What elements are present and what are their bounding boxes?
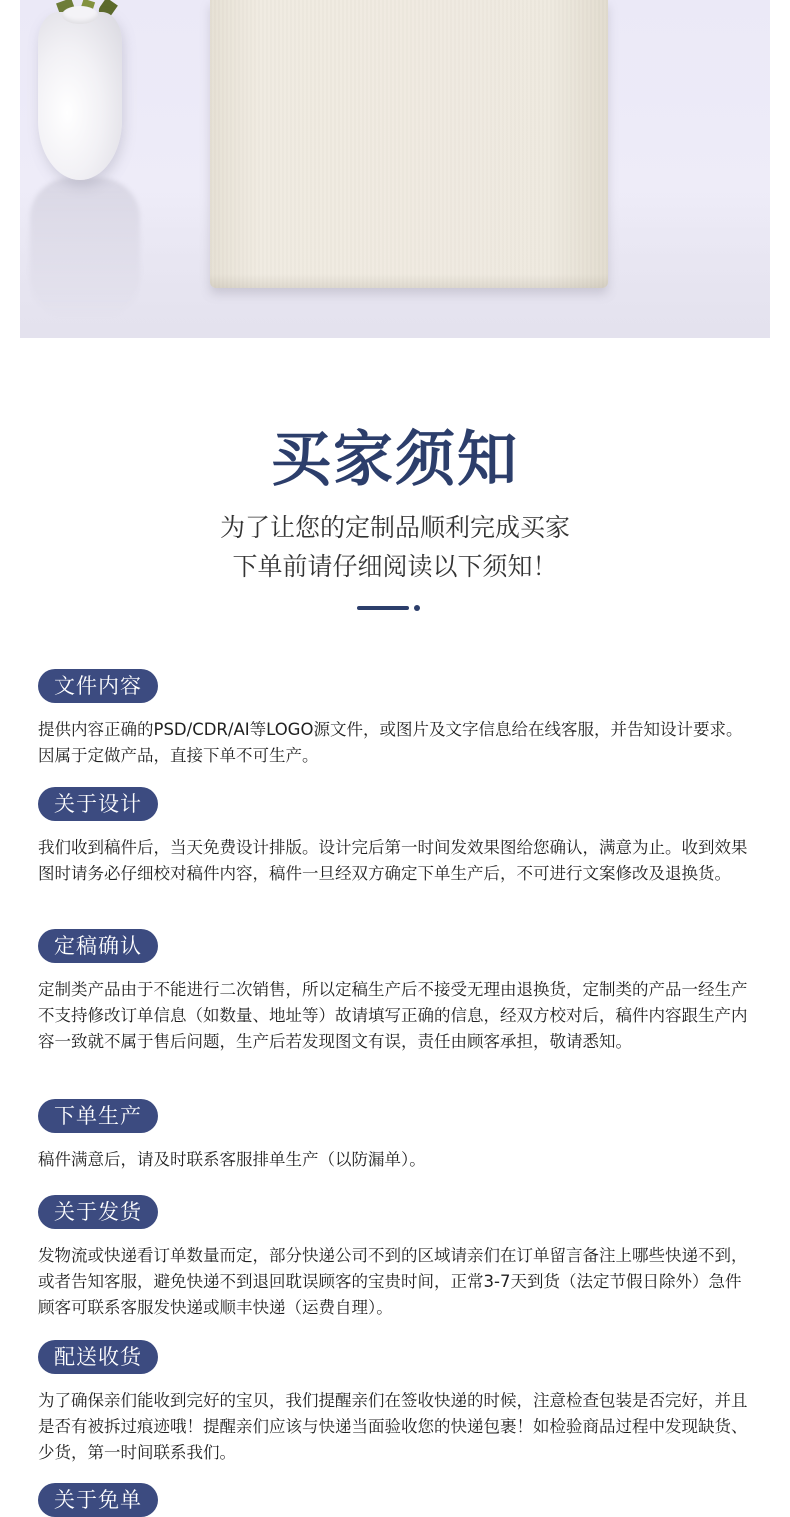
- white-vase: [38, 12, 122, 180]
- section-badge: 文件内容: [38, 669, 158, 703]
- section-delivery: [38, 1340, 754, 1466]
- section-production: [38, 1099, 754, 1173]
- section-badge: 关于设计: [38, 787, 158, 821]
- divider-bar: [357, 606, 409, 610]
- section-badge: 下单生产: [38, 1099, 158, 1133]
- section-file-content: [38, 669, 754, 769]
- section-badge: 关于免单: [38, 1483, 158, 1517]
- section-text: 为了确保亲们能收到完好的宝贝，我们提醒亲们在签收快递的时候，注意检查包装是否完好，并且是否有被拆过痕迹哦！提醒亲们应该与快递当面验收您的快递包裹！如检验商品过程中发现缺货、少货，第一时间联系我们。: [38, 1391, 748, 1462]
- section-text: 发物流或快递看订单数量而定，部分快递公司不到的区域请亲们在订单留言备注上哪些快递不到，或者告知客服，避免快递不到退回耽误顾客的宝贵时间，正常3-7天到货（法定节假日除外）急件顾客可联系客服发快递或顺丰快递（运费自理）。: [38, 1246, 748, 1317]
- title-divider: [357, 605, 421, 611]
- canvas-bag: [210, 0, 608, 288]
- section-badge: 配送收货: [38, 1340, 158, 1374]
- divider-dot: [414, 605, 420, 611]
- section-badge: 定稿确认: [38, 929, 158, 963]
- page-subtitle: [0, 508, 790, 586]
- section-design: [38, 787, 754, 887]
- section-badge: 关于发货: [38, 1195, 158, 1229]
- subtitle-line-1: 为了让您的定制品顺利完成买家: [219, 513, 570, 542]
- product-photo: [20, 0, 770, 338]
- notice-header: [0, 420, 790, 586]
- section-free-order: [38, 1483, 754, 1517]
- section-text: 定制类产品由于不能进行二次销售，所以定稿生产后不接受无理由退换货，定制类的产品一经生产不支持修改订单信息（如数量、地址等）故请填写正确的信息，经双方校对后，稿件内容跟生产内容一致就不属于售后问题，生产后若发现图文有误，责任由顾客承担，敬请悉知。: [38, 980, 748, 1051]
- section-confirm: [38, 929, 754, 1055]
- page-title: 买家须知: [271, 425, 519, 495]
- subtitle-line-2: 下单前请仔细阅读以下须知！: [232, 552, 558, 581]
- section-text: 提供内容正确的PSD/CDR/AI等LOGO源文件，或图片及文字信息给在线客服，并告知设计要求。因属于定做产品，直接下单不可生产。: [38, 720, 743, 765]
- section-text: 我们收到稿件后，当天免费设计排版。设计完后第一时间发效果图给您确认，满意为止。收到效果图时请务必仔细校对稿件内容，稿件一旦经双方确定下单生产后，不可进行文案修改及退换货。: [38, 838, 748, 883]
- vase-reflection: [30, 178, 140, 318]
- section-text: 稿件满意后，请及时联系客服排单生产（以防漏单）。: [38, 1150, 426, 1169]
- section-shipping: [38, 1195, 754, 1321]
